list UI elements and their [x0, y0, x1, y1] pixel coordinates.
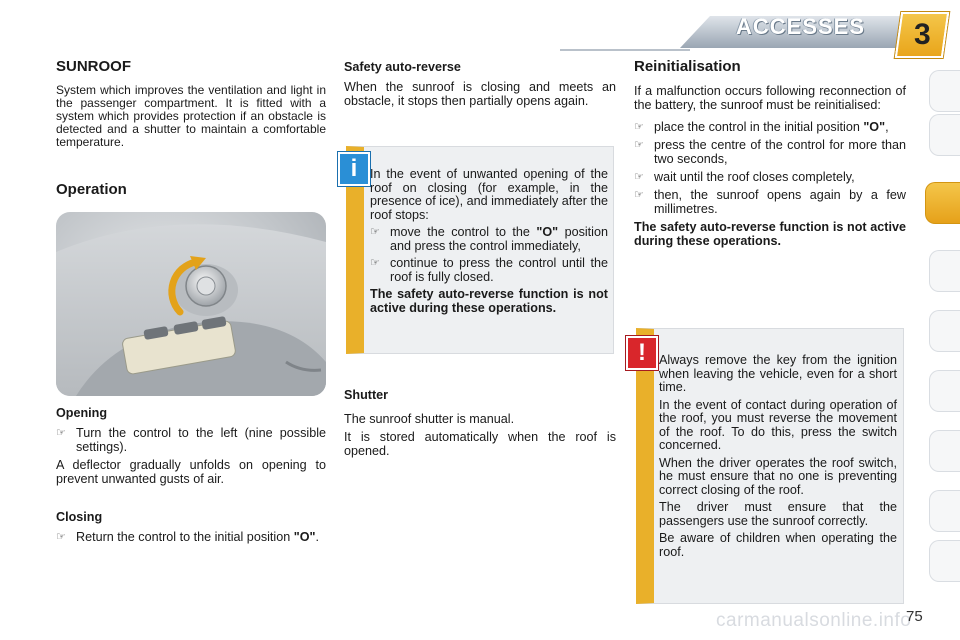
closing-bullet — [56, 530, 326, 544]
chapter-tab-2[interactable] — [929, 114, 960, 156]
shutter-text-1: The sunroof shutter is manual. — [344, 412, 515, 426]
warning-text-5: Be aware of children when operating the roof. — [659, 531, 897, 559]
opening-bullet-text: Turn the control to the left (nine possible settings). — [76, 426, 326, 454]
info-icon: i — [338, 152, 370, 186]
chapter-tab-7[interactable] — [929, 430, 960, 472]
info-note: The safety auto-reverse function is not active during these operations. — [370, 287, 608, 315]
info-text: In the event of unwanted opening of the roof on closing (for example, in the presence of ice), and immediately after the roof stops: — [370, 167, 609, 222]
info-bullet-2 — [370, 257, 608, 284]
closing-bullet-text-pre: Return the control to the initial position — [76, 530, 294, 544]
sunroof-control-photo — [56, 212, 326, 396]
warning-text-3: When the driver operates the roof switch, he must ensure that no one is preventing correct closing of the roof. — [659, 455, 897, 497]
pointing-hand-icon: ☞ — [370, 257, 380, 269]
reinit-bullet-3 — [634, 170, 906, 184]
reinit-bullet-1-text — [654, 120, 906, 134]
chapter-number-badge — [895, 12, 949, 58]
pointing-hand-icon: ☞ — [634, 171, 644, 183]
reinit-title: Reinitialisation — [634, 58, 741, 75]
reinit-bullet-1-post: , — [885, 120, 889, 134]
warning-box-content — [659, 354, 897, 563]
info-bullet-1-pre: move the control to the — [390, 225, 537, 239]
warning-icon: ! — [626, 336, 658, 370]
safety-text: When the sunroof is closing and meets an obstacle, it stops then partially opens again. — [344, 80, 616, 108]
chapter-number: 3 — [913, 18, 931, 51]
page-number: 75 — [906, 608, 923, 625]
warning-text-1: Always remove the key from the ignition when leaving the vehicle, even for a short time. — [659, 353, 897, 394]
closing-section — [56, 510, 326, 548]
reinit-bullet-1-pre: place the control in the initial position — [654, 120, 864, 134]
chapter-tabs — [926, 70, 960, 580]
closing-title: Closing — [56, 510, 103, 524]
reinit-bullet-2 — [634, 138, 906, 166]
info-box-content — [370, 168, 608, 315]
sunroof-intro: System which improves the ventilation and light in the passenger compartment. It is fitted with a system which provides protection if an obstacle is detected and a shutter to maintain a comfortable temperature. — [56, 83, 326, 149]
column-sunroof — [56, 60, 326, 207]
pointing-hand-icon: ☞ — [56, 531, 66, 543]
chapter-tab-3-active[interactable] — [925, 182, 960, 224]
pointing-hand-icon: ☞ — [634, 139, 644, 151]
closing-bullet-text-post: . — [315, 530, 319, 544]
safety-title: Safety auto-reverse — [344, 60, 461, 74]
info-bullet-1-post: position and press the control immediately, — [390, 225, 608, 253]
reinit-bullet-2-text: press the centre of the control for more than two seconds, — [654, 138, 906, 166]
reinit-note: The safety auto-reverse function is not active during these operations. — [634, 220, 906, 248]
pointing-hand-icon: ☞ — [634, 189, 644, 201]
section-title-sunroof: SUNROOF — [56, 58, 131, 75]
shutter-section — [344, 388, 616, 462]
shutter-text-2: It is stored automatically when the roof is opened. — [344, 430, 616, 458]
reinit-bullet-1 — [634, 120, 906, 134]
pointing-hand-icon: ☞ — [370, 226, 380, 238]
chapter-tab-8[interactable] — [929, 490, 960, 532]
closing-bullet-text — [76, 530, 326, 544]
warning-text-2: In the event of contact during operation of the roof, you must reverse the movement of the roof. To do this, press the switch concerned. — [659, 397, 897, 452]
chapter-tab-4[interactable] — [929, 250, 960, 292]
closing-position-code: "O" — [293, 530, 316, 544]
chapter-tab-5[interactable] — [929, 310, 960, 352]
pointing-hand-icon: ☞ — [634, 121, 644, 133]
watermark: carmanualsonline.info — [716, 610, 912, 631]
chapter-tab-6[interactable] — [929, 370, 960, 412]
reinit-bullet-3-text: wait until the roof closes completely, — [654, 170, 855, 184]
column-reinitialisation — [634, 60, 906, 248]
chapter-tab-1[interactable] — [929, 70, 960, 112]
reinit-bullet-4 — [634, 188, 906, 216]
pointing-hand-icon: ☞ — [56, 427, 66, 439]
reinit-bullet-4-text: then, the sunroof opens again by a few millimetres. — [654, 188, 906, 216]
shutter-title: Shutter — [344, 388, 389, 402]
chapter-tab-9[interactable] — [929, 540, 960, 582]
opening-section — [56, 406, 326, 490]
info-bullet-2-text: continue to press the control until the roof is fully closed. — [390, 256, 608, 284]
warning-text-4: The driver must ensure that the passengers use the sunroof correctly. — [659, 500, 897, 528]
chapter-title: ACCESSES — [736, 14, 866, 39]
opening-bullet — [56, 426, 326, 454]
info-position-code: "O" — [536, 225, 559, 239]
info-bullet-1-text — [390, 226, 608, 253]
opening-title: Opening — [56, 406, 108, 420]
reinit-text: If a malfunction occurs following reconnection of the battery, the sunroof must be reinitialised: — [634, 84, 906, 112]
reinit-position-code: "O" — [863, 120, 886, 134]
info-bullet-1 — [370, 226, 608, 253]
opening-text: A deflector gradually unfolds on opening to prevent unwanted gusts of air. — [56, 458, 326, 486]
roof-console-illustration — [56, 212, 326, 396]
column-safety — [344, 60, 616, 112]
section-title-operation: Operation — [56, 181, 127, 198]
